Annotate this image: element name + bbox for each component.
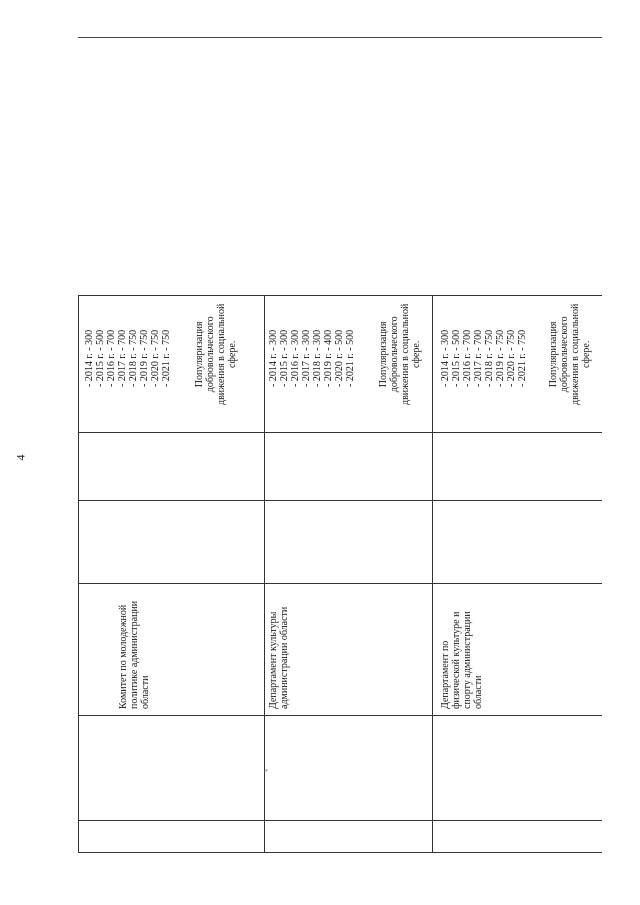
- row1-plan: - 2014 г. - 300 - 2015 г. - 500 - 2016 г. - 700 - 2017 г. - 700 - 2018 г. - 750 - 2019 г. - 750 - 2020 г. - 750 - 2021 г. - 750: [84, 329, 172, 387]
- row2-executor: Департамент культуры администрации области: [268, 606, 290, 709]
- row-separator-2: [432, 295, 433, 853]
- row1-executor: Комитет по молодежной политике администрации области: [118, 600, 151, 709]
- top-rule: [78, 37, 602, 38]
- col-separator-5: [78, 820, 602, 821]
- row3-executor: Департамент по физической культуре и спорту администрации области: [440, 611, 484, 709]
- col-separator-3: [78, 583, 602, 584]
- col-separator-1: [78, 432, 602, 433]
- row2-result: Популяризация добровольческого движения в социальной сфере.: [378, 303, 422, 405]
- row3-result: Популяризация добровольческого движения в социальной сфере.: [548, 303, 592, 405]
- scan-mark: [264, 769, 268, 772]
- rotated-table: [78, 295, 602, 853]
- table-left-border: [78, 295, 79, 853]
- col-separator-2: [78, 500, 602, 501]
- row1-result: Популяризация добровольческого движения в социальной сфере.: [194, 303, 238, 405]
- row2-plan: - 2014 г. - 300 - 2015 г. - 300 - 2016 г. - 300 - 2017 г. - 300 - 2018 г. - 300 - 2019 г. - 400 - 2020 г. - 500 - 2021 г. - 500: [268, 329, 356, 387]
- table-top-border: [78, 295, 602, 296]
- row3-plan: - 2014 г. - 300 - 2015 г. - 500 - 2016 г. - 700 - 2017 г. - 700 - 2018 г. - 750 - 2019 г. - 750 - 2020 г. - 750 - 2021 г. - 750: [440, 329, 528, 387]
- col-separator-4: [78, 715, 602, 716]
- table-bottom-border: [78, 852, 602, 853]
- page-number: 4: [13, 454, 28, 461]
